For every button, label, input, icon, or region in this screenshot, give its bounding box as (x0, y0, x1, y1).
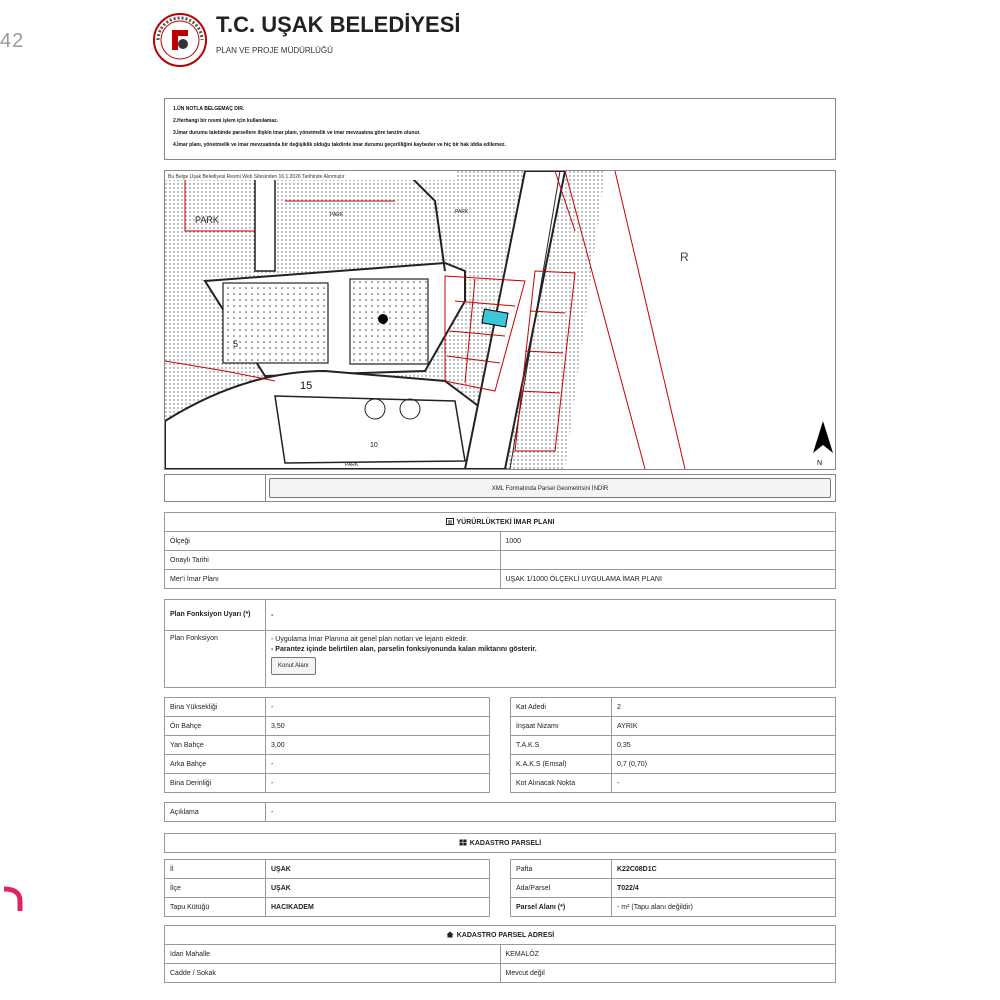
table-row (165, 532, 836, 551)
row-label: Pafta (511, 860, 612, 879)
table-row (165, 964, 836, 983)
row-value: - (612, 774, 836, 793)
cadastre-header (164, 833, 836, 853)
note-line: 3.İmar durumu talebinde parsellere ilişkin imar planı, yönetmelik ve imar mevzuatına göre tanzim olunur. (173, 130, 421, 136)
table-row (165, 898, 490, 917)
row-label: Onaylı Tarihi (165, 551, 501, 570)
row-value: 3,50 (266, 717, 490, 736)
row-label: Arka Bahçe (165, 755, 266, 774)
table-row (165, 570, 836, 589)
row-value: KEMALÖZ (500, 945, 836, 964)
konut-alani-button[interactable]: Konut Alanı (271, 657, 316, 675)
download-row (164, 474, 836, 502)
row-label: Ön Bahçe (165, 717, 266, 736)
row-value: 0,35 (612, 736, 836, 755)
row-value: - (266, 755, 490, 774)
cadastre-section-header (165, 834, 836, 853)
function-table (164, 599, 836, 688)
row-value: T022/4 (612, 879, 836, 898)
municipality-seal-icon (152, 12, 208, 68)
partial-logo-icon (2, 885, 24, 915)
table-row (165, 774, 490, 793)
row-value: AYRIK (612, 717, 836, 736)
table-grid-icon (459, 839, 467, 846)
function-warning-label: Plan Fonksiyon Uyarı (*) (165, 600, 266, 631)
row-label: İl (165, 860, 266, 879)
cadastre-right (510, 859, 836, 917)
table-row (165, 945, 836, 964)
row-label: Idari Mahalle (165, 945, 501, 964)
row-label: Mer'i İmar Planı (165, 570, 501, 589)
table-row (165, 631, 836, 688)
address-table (164, 925, 836, 983)
note-line: 2.Herhangi bir resmi işlem için kullanılamaz. (173, 118, 279, 124)
download-row-spacer (165, 475, 266, 501)
function-warning-value: - (266, 600, 836, 631)
build-params-right (510, 697, 836, 793)
row-value: UŞAK 1/1000 ÖLÇEKLİ UYGULAMA İMAR PLANI (500, 570, 836, 589)
row-value: 3,00 (266, 736, 490, 755)
map-label-r: R (680, 250, 689, 264)
build-params-left (164, 697, 490, 793)
table-row (165, 736, 490, 755)
description-table (164, 802, 836, 822)
row-label: Ada/Parsel (511, 879, 612, 898)
table-row (511, 755, 836, 774)
map-label-park: PARK (195, 215, 219, 225)
row-label: T.A.K.S (511, 736, 612, 755)
map-label-road: 10 (370, 442, 378, 449)
address-section-header (165, 926, 836, 945)
map-label-park: PARK (345, 462, 359, 468)
row-label: Bina Yüksekliği (165, 698, 266, 717)
row-label: Yan Bahçe (165, 736, 266, 755)
table-row (165, 698, 490, 717)
table-row (511, 860, 836, 879)
row-label: Kat Adedi (511, 698, 612, 717)
function-note-bold: - Parantez içinde belirtilen alan, parselin fonksiyonunda kalan miktarını gösterir. (271, 646, 537, 653)
map-label-road: 5 (233, 339, 239, 349)
map-label-park: PARK (330, 212, 344, 218)
row-value: Mevcut değil (500, 964, 836, 983)
row-label: İnşaat Nizamı (511, 717, 612, 736)
row-label: Ölçeği (165, 532, 501, 551)
plan-table (164, 512, 836, 589)
notes-box (164, 98, 836, 160)
row-value: - m² (Tapu alanı değildir) (612, 898, 836, 917)
row-label: Kot Alınacak Nokta (511, 774, 612, 793)
table-row (165, 755, 490, 774)
side-number: 42 (0, 30, 25, 52)
cadastre-left (164, 859, 490, 917)
table-row (165, 803, 836, 822)
document-icon (446, 518, 454, 525)
table-row (511, 774, 836, 793)
description-value: - (266, 803, 836, 822)
plan-section-header (165, 513, 836, 532)
row-value: - (266, 774, 490, 793)
row-label: K.A.K.S (Emsal) (511, 755, 612, 774)
row-value: 1000 (500, 532, 836, 551)
table-row (165, 717, 490, 736)
department-subtitle: PLAN VE PROJE MÜDÜRLÜĞÜ (216, 46, 333, 55)
row-value (500, 551, 836, 570)
map-caption: Bu Belge Uşak Belediyesi Resmi Web Sitesinden 16.1.2026 Tarihinde Alınmıştır (168, 174, 345, 180)
table-row (511, 898, 836, 917)
function-label: Plan Fonksiyon (165, 631, 266, 688)
function-value (266, 631, 836, 688)
description-label: Açıklama (165, 803, 266, 822)
map-canvas[interactable] (165, 171, 835, 469)
table-row (511, 879, 836, 898)
address-section-title: KADASTRO PARSEL ADRESİ (456, 932, 555, 939)
function-note: - Uygulama İmar Planına ait genel plan notları ve lejantı ektedir. (271, 636, 468, 643)
row-label: Bina Derinliği (165, 774, 266, 793)
map-label-road: 15 (300, 380, 313, 392)
row-label: Cadde / Sokak (165, 964, 501, 983)
row-label: İlçe (165, 879, 266, 898)
table-row (511, 717, 836, 736)
row-value: 2 (612, 698, 836, 717)
zoning-map[interactable] (164, 170, 836, 470)
map-label-park: PARK (455, 209, 469, 215)
table-row (165, 600, 836, 631)
note-line: 4.İmar planı, yönetmelik ve imar mevzuatında bir değişiklik olduğu takdirde imar durumu geçerliliğini kaybeder ve hiç bir hak iddia edilemez. (173, 142, 506, 148)
table-row (511, 736, 836, 755)
table-row (165, 551, 836, 570)
table-row (165, 860, 490, 879)
row-label: Tapu Kütüğü (165, 898, 266, 917)
download-xml-button[interactable]: XML Formatında Parsel Geometrisini İNDİR (269, 478, 831, 498)
plan-section-title: YÜRÜRLÜKTEKİ İMAR PLANI (456, 519, 555, 526)
home-icon (446, 931, 454, 938)
table-row (511, 698, 836, 717)
parcel-area-label: Parsel Alanı (*) (511, 898, 612, 917)
north-label: N (817, 460, 823, 467)
cadastre-section-title: KADASTRO PARSELİ (469, 840, 542, 847)
row-value: - (266, 698, 490, 717)
row-value: K22C08D1C (612, 860, 836, 879)
row-value: UŞAK (266, 860, 490, 879)
row-value: HACIKADEM (266, 898, 490, 917)
organization-title: T.C. UŞAK BELEDİYESİ (216, 12, 461, 37)
row-value: UŞAK (266, 879, 490, 898)
table-row (165, 879, 490, 898)
note-line: 1.ÜN NOTLA BELGEMAÇ DIR. (173, 106, 245, 112)
row-value: 0,7 (0,70) (612, 755, 836, 774)
